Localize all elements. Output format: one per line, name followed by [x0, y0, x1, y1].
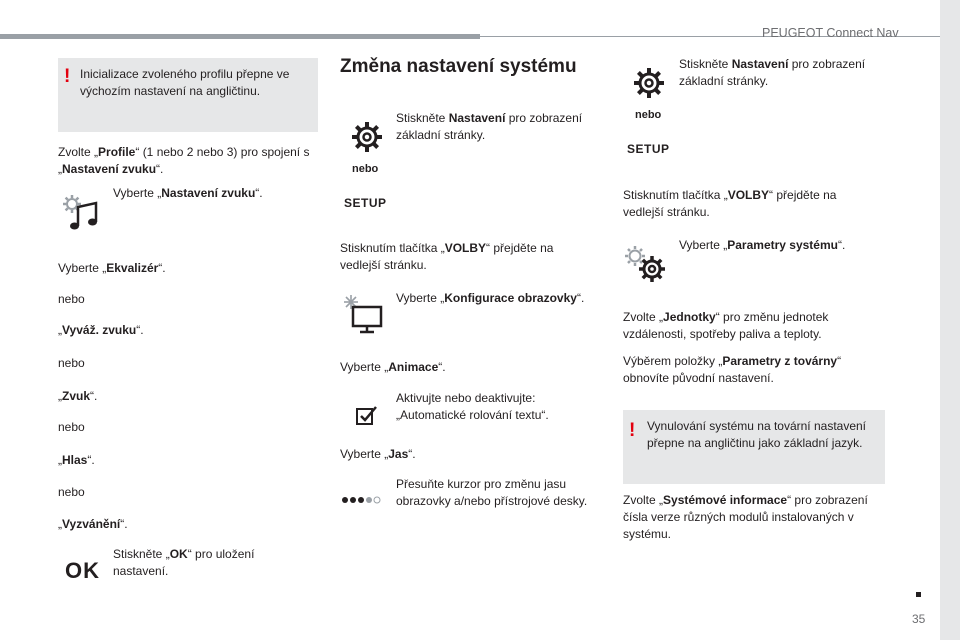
factory-settings-instruction: Výběrem položky „Parametry z továrny“ obnovíte původní nastavení. [623, 354, 842, 385]
ok-icon: OK [65, 558, 100, 583]
warning-note-text: Inicializace zvoleného profilu přepne ve výchozím nastavení na angličtinu. [80, 67, 290, 98]
checkbox-icon [355, 404, 379, 433]
music-settings-icon [62, 194, 102, 239]
select-sound-settings: Vyberte „Nastavení zvuku“. [113, 186, 263, 200]
system-info-instruction: Zvolte „Systémové informace“ pro zobrazení čísla verze různých modulů instalovaných v systému. [623, 493, 868, 541]
press-settings-instruction: Stiskněte Nastavení pro zobrazení základní stránky. [679, 57, 866, 88]
select-screen-config: Vyberte „Konfigurace obrazovky“. [396, 291, 585, 305]
warning-note-text: Vynulování systému na tovární nastavení přepne na angličtinu jako základní jazyk. [647, 419, 867, 450]
select-animation: Vyberte „Animace“. [340, 360, 446, 374]
auto-scroll-instruction: Aktivujte nebo deaktivujte: „Automatické rolování textu“. [396, 391, 549, 422]
screen-settings-icon [343, 294, 385, 339]
or-label: nebo [352, 163, 379, 175]
warning-note [623, 410, 885, 484]
brightness-slider-instruction: Přesuňte kurzor pro změnu jasu obrazovky a/nebo přístrojové desky. [396, 477, 588, 508]
option-balance: „Vyváž. zvuku“. [58, 323, 144, 337]
units-instruction: Zvolte „Jednotky“ pro změnu jednotek vzdálenosti, spotřeby paliva a teploty. [623, 310, 829, 341]
warning-icon: ! [629, 420, 636, 441]
page-marker [916, 592, 921, 597]
page-edge-strip [940, 0, 960, 640]
or-text: nebo [58, 485, 85, 499]
page-number: 35 [912, 612, 926, 626]
header-rule-thick [0, 34, 480, 39]
brand-title: PEUGEOT Connect Nav [762, 26, 899, 40]
setup-button-icon: SETUP [627, 142, 670, 156]
section-heading: Změna nastavení systému [340, 56, 577, 77]
option-sound: „Zvuk“. [58, 389, 98, 403]
gear-icon [350, 120, 384, 159]
or-label: nebo [635, 109, 662, 121]
or-text: nebo [58, 356, 85, 370]
press-ok-instruction: Stiskněte „OK“ pro uložení nastavení. [113, 547, 255, 578]
select-equalizer: Vyberte „Ekvalizér“. [58, 261, 166, 275]
or-text: nebo [58, 420, 85, 434]
brightness-dots-icon [341, 493, 381, 511]
warning-icon: ! [64, 66, 71, 87]
gear-icon [632, 66, 666, 105]
double-gear-icon [624, 244, 668, 289]
option-voice: „Hlas“. [58, 453, 95, 467]
select-system-parameters: Vyberte „Parametry systému“. [679, 238, 846, 252]
or-text: nebo [58, 292, 85, 306]
options-instruction: Stisknutím tlačítka „VOLBY“ přejděte na vedlejší stránku. [623, 188, 837, 219]
press-settings-instruction: Stiskněte Nastavení pro zobrazení základní stránky. [396, 111, 583, 142]
option-ringtone: „Vyzvánění“. [58, 517, 128, 531]
profile-instruction: Zvolte „Profile“ (1 nebo 2 nebo 3) pro spojení s „Nastavení zvuku“. [58, 145, 310, 176]
warning-note [58, 58, 318, 132]
options-instruction: Stisknutím tlačítka „VOLBY“ přejděte na vedlejší stránku. [340, 241, 554, 272]
setup-button-icon: SETUP [344, 196, 387, 210]
select-brightness: Vyberte „Jas“. [340, 447, 416, 461]
